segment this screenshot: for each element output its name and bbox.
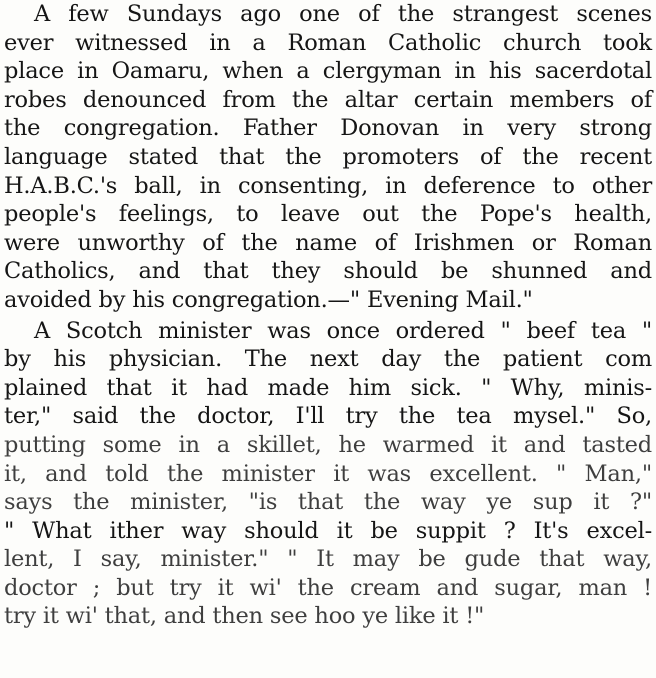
text-line: plained that it had made him sick. " Why, minis- — [4, 374, 652, 401]
text-line: language stated that the promoters of the recent — [4, 143, 652, 170]
text-line: were unworthy of the name of Irishmen or Roman — [4, 229, 652, 256]
text-line: place in Oamaru, when a clergyman in his sacerdotal — [4, 58, 652, 85]
text-line: Catholics, and that they should be shunned and — [4, 258, 652, 285]
text-line: by his physician. The next day the patient com — [4, 346, 652, 373]
paragraph-scotch-minister — [4, 317, 652, 632]
text-line: ever witnessed in a Roman Catholic church took — [4, 29, 652, 56]
text-line: " What ither way should it be suppit ? It's excel- — [4, 517, 652, 544]
text-line: ter," said the doctor, I'll try the tea mysel." So, — [4, 403, 652, 430]
text-line: lent, I say, minister." " It may be gude that way, — [4, 546, 652, 573]
text-line: doctor ; but try it wi' the cream and sugar, man ! — [4, 574, 652, 601]
paragraph-oamaru — [4, 0, 652, 315]
text-line: putting some in a skillet, he warmed it and tasted — [4, 431, 652, 458]
text-line: H.A.B.C.'s ball, in consenting, in deference to other — [4, 172, 652, 199]
text-line: it, and told the minister it was excellent. " Man," — [4, 460, 652, 487]
text-line: robes denounced from the altar certain members of — [4, 86, 652, 113]
article-column — [4, 0, 652, 631]
text-line: try it wi' that, and then see hoo ye like it !" — [4, 603, 485, 630]
text-line: says the minister, "is that the way ye sup it ?" — [4, 489, 652, 516]
text-line: A Scotch minister was once ordered " beef tea " — [34, 317, 652, 344]
text-line: A few Sundays ago one of the strangest scenes — [34, 1, 652, 27]
text-line: avoided by his congregation.—" Evening Mail." — [4, 286, 533, 313]
text-line: the congregation. Father Donovan in very strong — [4, 115, 652, 142]
text-line: people's feelings, to leave out the Pope's health, — [4, 201, 652, 228]
